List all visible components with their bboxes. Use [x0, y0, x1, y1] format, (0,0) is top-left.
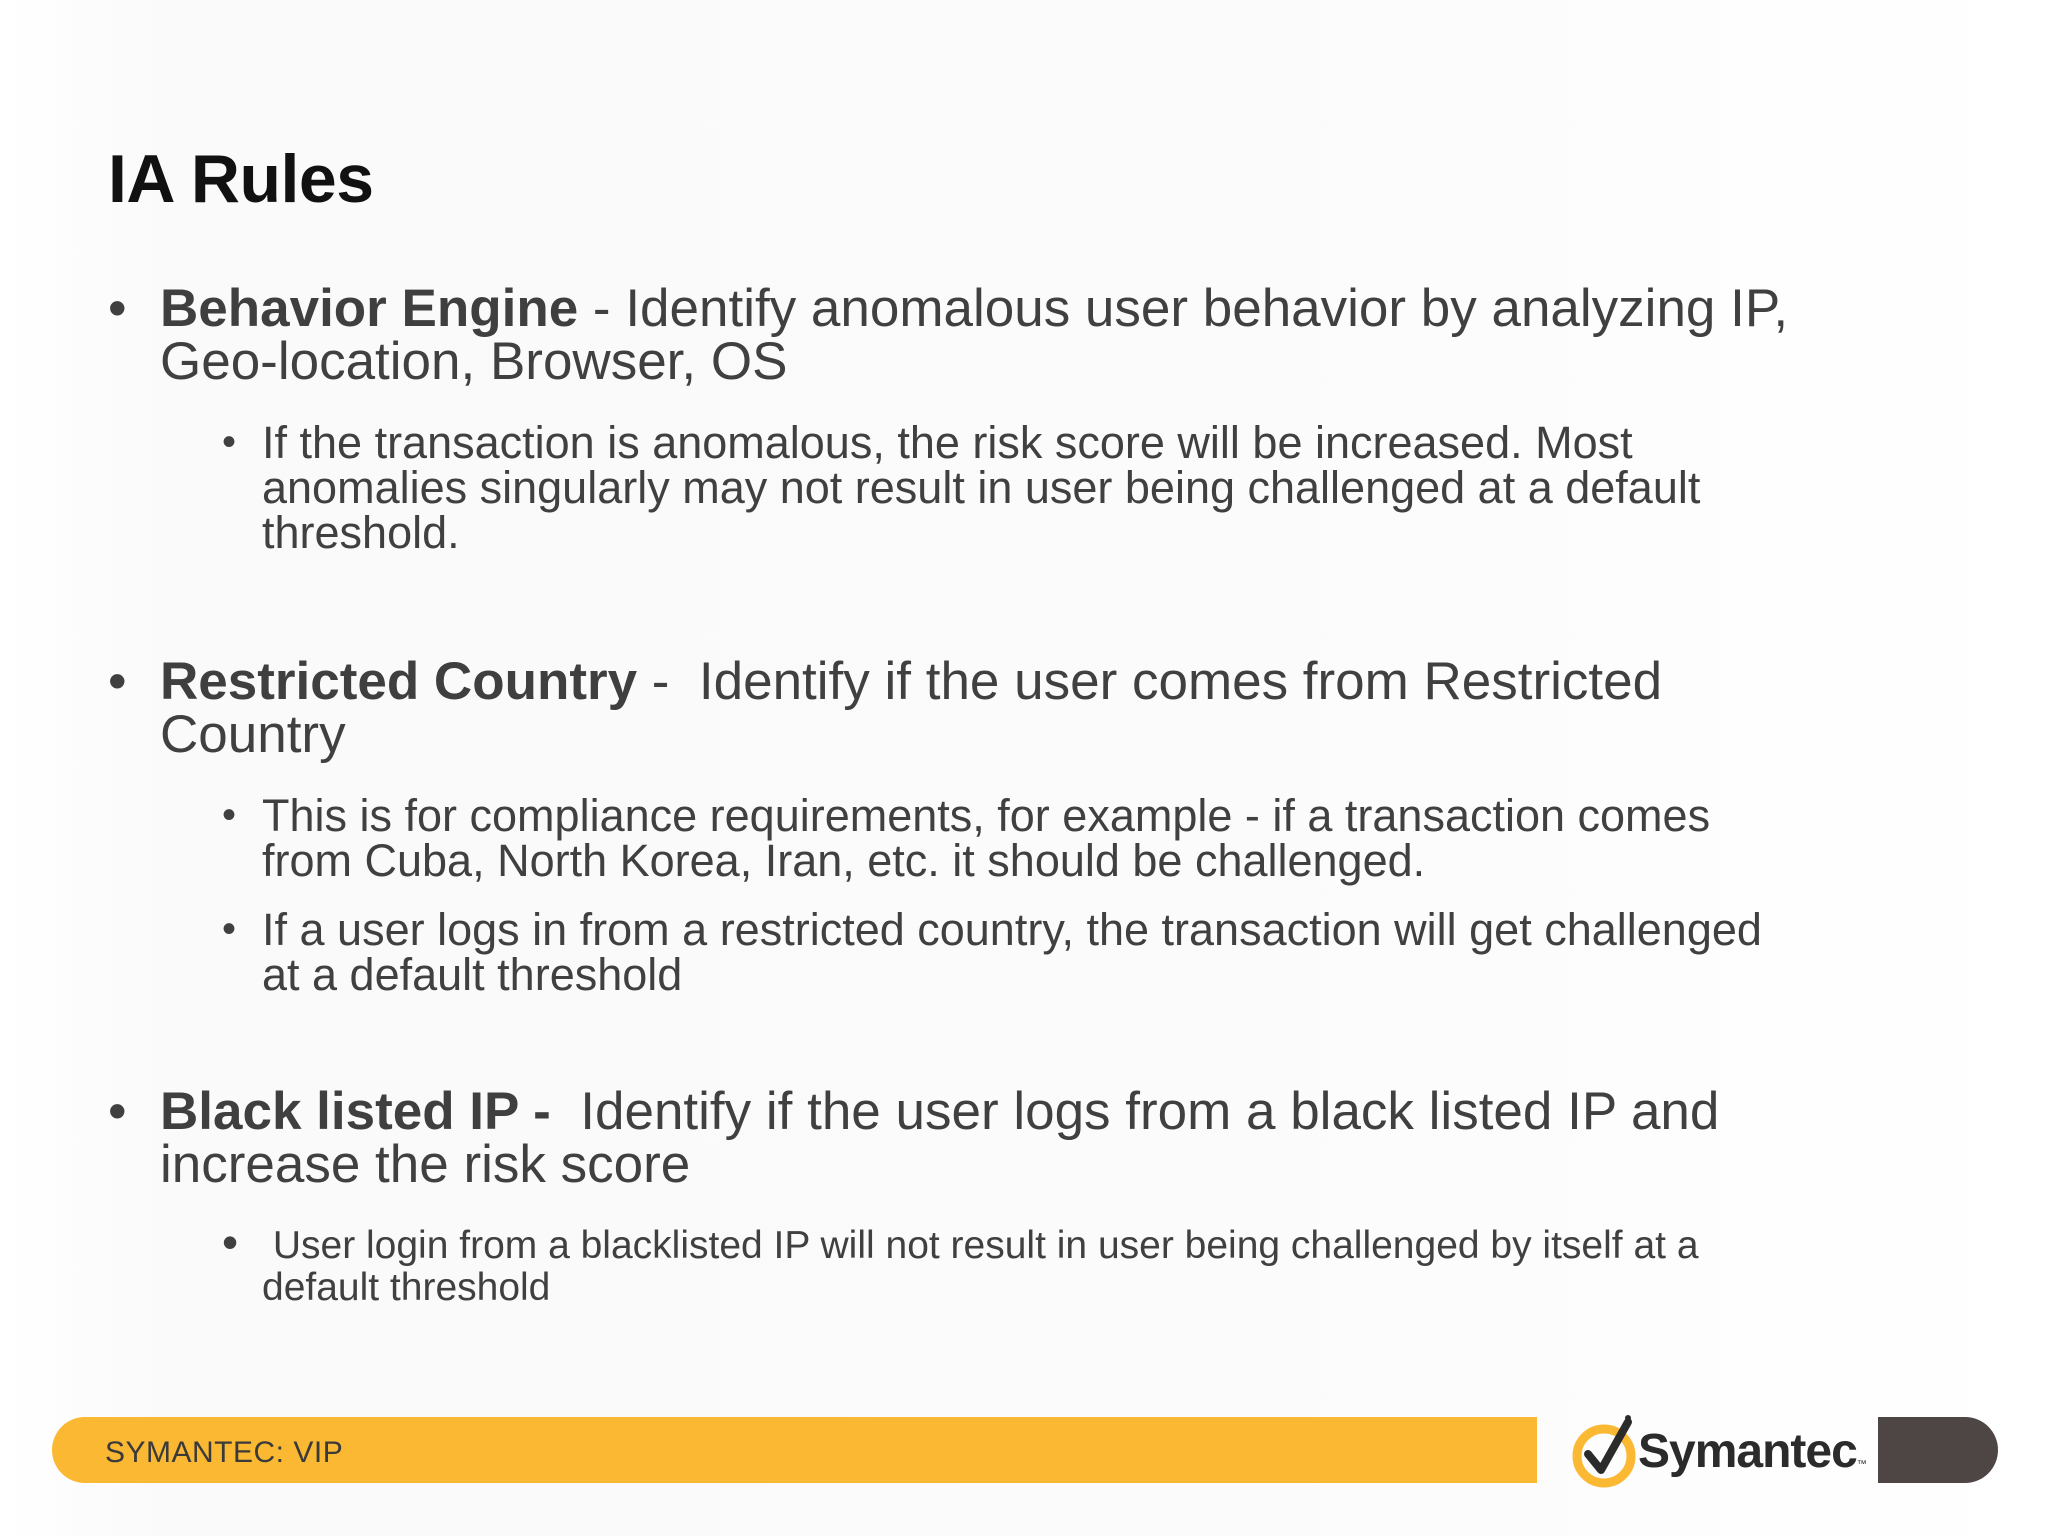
subbullet-text: at a default threshold [262, 949, 683, 1000]
bullet-text-cont: Country [160, 705, 346, 764]
bullet-behavior-engine [108, 279, 1968, 391]
subbullet-icon: • [222, 1216, 239, 1268]
logo-wordmark-text: Symantec [1638, 1425, 1857, 1478]
slide-title: IA Rules [108, 141, 374, 217]
bullet-term: Black listed IP - [160, 1082, 551, 1141]
footer-label: SYMANTEC: VIP [105, 1436, 344, 1469]
bullet-term: Restricted Country [160, 652, 638, 711]
subbullet-text: If a user logs in from a restricted country, the transaction will get challenged [262, 904, 1762, 955]
symantec-logo [1570, 1410, 1870, 1490]
subbullet [222, 417, 1968, 558]
bullet-icon: • [108, 279, 127, 338]
subbullet-text: from Cuba, North Korea, Iran, etc. it should be challenged. [262, 835, 1426, 886]
subbullet [222, 1216, 1968, 1309]
subbullet-icon: • [222, 793, 237, 837]
subbullet-text: anomalies singularly may not result in user being challenged at a default [262, 462, 1701, 513]
bullet-text: Identify if the user comes from Restricted [698, 652, 1663, 711]
subbullet-text: default threshold [262, 1266, 551, 1309]
logo-wordmark [1638, 1424, 1866, 1479]
bullet-text-cont: increase the risk score [160, 1135, 691, 1194]
bullet-text: Identify if the user logs from a black listed IP and [580, 1082, 1720, 1141]
subbullet-text: This is for compliance requirements, for example - if a transaction comes [262, 790, 1711, 841]
bullet-term: Behavior Engine [160, 279, 579, 338]
subbullet-icon: • [222, 420, 237, 464]
subbullet [222, 904, 1968, 1000]
bullet-icon: • [108, 652, 127, 711]
checkmark-circle-icon [1570, 1410, 1642, 1490]
subbullet-text: If the transaction is anomalous, the risk score will be increased. Most [262, 417, 1633, 468]
bullet-separator: - [578, 279, 626, 338]
slide-content [108, 279, 1968, 1309]
bullet-text-cont: Geo-location, Browser, OS [160, 332, 788, 391]
bullet-black-listed-ip [108, 1082, 1968, 1194]
bullet-separator [551, 1082, 580, 1141]
subbullet-icon: • [222, 907, 237, 951]
logo-trademark: ™ [1856, 1459, 1866, 1470]
bullet-text: Identify anomalous user behavior by analyzing IP, [625, 279, 1789, 338]
bullet-separator: - [637, 652, 699, 711]
subbullet [222, 790, 1968, 886]
subbullet-text: User login from a blacklisted IP will not result in user being challenged by itself at a [262, 1224, 1699, 1267]
subbullet-text: threshold. [262, 507, 460, 558]
bullet-restricted-country [108, 652, 1968, 764]
bullet-icon: • [108, 1082, 127, 1141]
footer-dark-tab [1878, 1417, 1998, 1483]
